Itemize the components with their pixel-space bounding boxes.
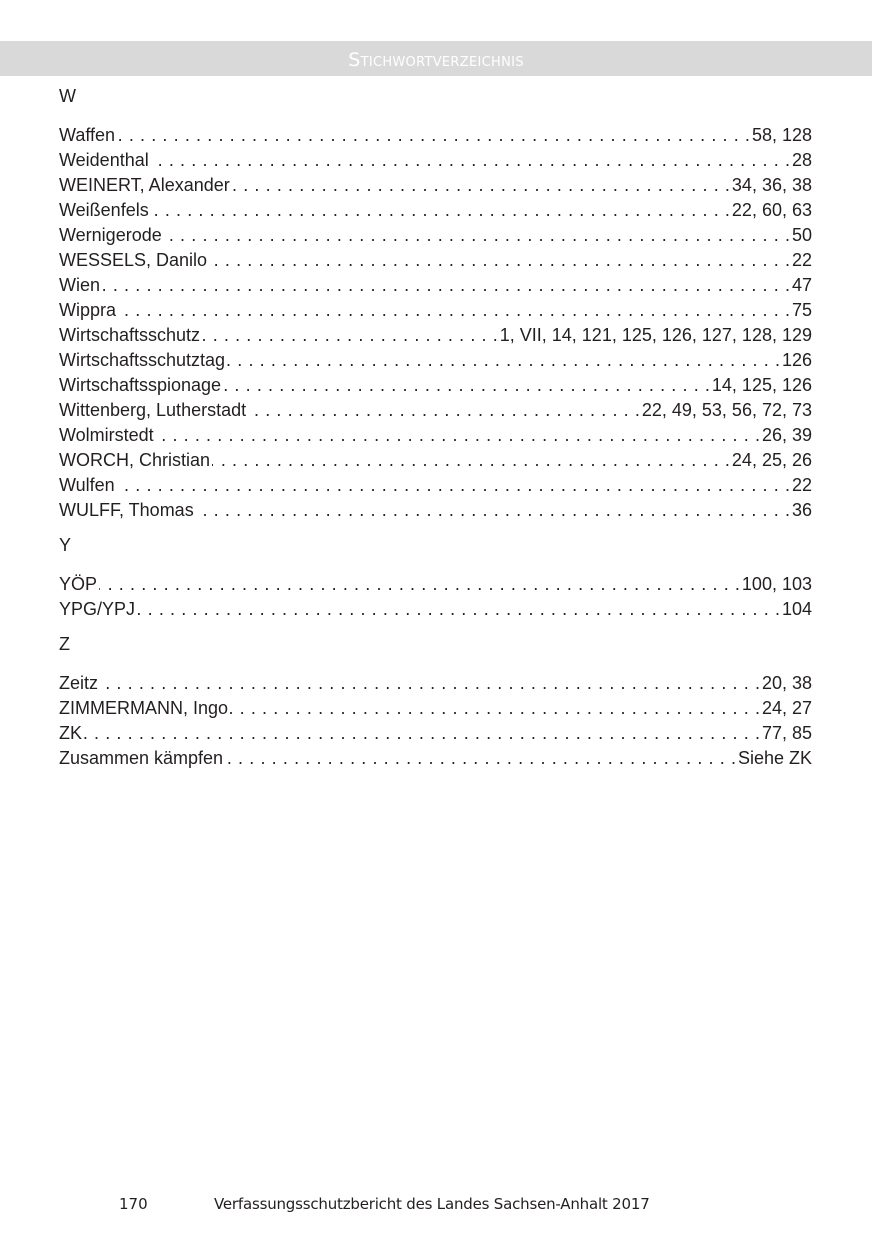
dot-leader [227, 348, 780, 373]
section-letter: Z [59, 634, 70, 654]
index-entry [59, 498, 812, 523]
entry-term: YPG/YPJ [59, 599, 136, 619]
entry-term: Wirtschaftsschutztag [59, 350, 226, 370]
index-entry [59, 173, 812, 198]
entry-pages: Siehe ZK [737, 748, 812, 768]
dot-leader [117, 473, 790, 498]
entry-pages: 47 [791, 275, 812, 295]
entry-term: Weidenthal [59, 150, 149, 170]
index-entry [59, 348, 812, 373]
entry-pages: 50 [791, 225, 812, 245]
header-band [0, 41, 872, 76]
entry-term: Wittenberg, Lutherstadt [59, 400, 247, 420]
index-entry [59, 448, 812, 473]
dot-leader [232, 173, 730, 198]
entry-term: Waffen [59, 125, 116, 145]
dot-leader [209, 248, 790, 273]
entry-pages: 24, 27 [761, 698, 812, 718]
index-entry [59, 423, 812, 448]
dot-leader [118, 298, 790, 323]
index-list [59, 84, 812, 781]
dot-leader [100, 671, 760, 696]
dot-leader [202, 323, 498, 348]
entry-pages: 22, 60, 63 [731, 200, 812, 220]
index-entry [59, 696, 812, 721]
entry-term: Zeitz [59, 673, 99, 693]
index-entry [59, 148, 812, 173]
entry-pages: 24, 25, 26 [731, 450, 812, 470]
index-entry [59, 273, 812, 298]
index-entry [59, 198, 812, 223]
entry-term: WULFF, Thomas [59, 500, 194, 520]
index-entry [59, 248, 812, 273]
entry-term: Wulfen [59, 475, 115, 495]
entry-term: Wernigerode [59, 225, 162, 245]
index-entry [59, 721, 812, 746]
entry-pages: 100, 103 [741, 574, 812, 594]
dot-leader [99, 572, 740, 597]
entry-pages: 20, 38 [761, 673, 812, 693]
dot-leader [212, 448, 730, 473]
index-entry [59, 298, 812, 323]
entry-term: WORCH, Christian [59, 450, 211, 470]
entry-term: Wirtschaftsschutz [59, 325, 201, 345]
dot-leader [137, 597, 780, 622]
dot-leader [196, 498, 790, 523]
index-entry [59, 123, 812, 148]
dot-leader [225, 746, 736, 771]
entry-pages: 34, 36, 38 [731, 175, 812, 195]
entry-pages: 126 [781, 350, 812, 370]
entry-pages: 26, 39 [761, 425, 812, 445]
entry-term: ZK [59, 723, 83, 743]
index-entry [59, 323, 812, 348]
page-number: 170 [119, 1195, 148, 1213]
index-entry [59, 223, 812, 248]
entry-pages: 22 [791, 475, 812, 495]
entry-pages: 58, 128 [751, 125, 812, 145]
index-entry [59, 373, 812, 398]
dot-leader [151, 148, 790, 173]
entry-pages: 104 [781, 599, 812, 619]
page-title: Stichwortverzeichnis [348, 48, 524, 71]
index-entry [59, 597, 812, 622]
dot-leader [156, 423, 760, 448]
entry-term: Zusammen kämpfen [59, 748, 224, 768]
section-letter: Y [59, 535, 72, 555]
entry-term: Wippra [59, 300, 117, 320]
index-entry [59, 572, 812, 597]
footer-title: Verfassungsschutzbericht des Landes Sachsen-Anhalt 2017 [214, 1195, 650, 1213]
dot-leader [102, 273, 790, 298]
entry-term: WESSELS, Danilo [59, 250, 208, 270]
entry-term: YÖP [59, 574, 98, 594]
entry-term: WEINERT, Alexander [59, 175, 230, 195]
dot-leader [84, 721, 760, 746]
index-entry [59, 671, 812, 696]
entry-pages: 14, 125, 126 [711, 375, 812, 395]
dot-leader [117, 123, 750, 148]
entry-pages: 1, VII, 14, 121, 125, 126, 127, 128, 129 [499, 325, 812, 345]
entry-pages: 22, 49, 53, 56, 72, 73 [641, 400, 812, 420]
index-entry [59, 746, 812, 771]
index-section-y [59, 533, 812, 622]
dot-leader [223, 373, 710, 398]
entry-pages: 28 [791, 150, 812, 170]
index-section-w [59, 84, 812, 523]
entry-pages: 77, 85 [761, 723, 812, 743]
entry-term: Wien [59, 275, 101, 295]
entry-pages: 75 [791, 300, 812, 320]
entry-pages: 36 [791, 500, 812, 520]
index-entry [59, 398, 812, 423]
index-entry [59, 473, 812, 498]
entry-term: ZIMMERMANN, Ingo [59, 698, 229, 718]
dot-leader [151, 198, 730, 223]
dot-leader [230, 696, 760, 721]
index-section-z [59, 632, 812, 771]
entry-term: Wolmirstedt [59, 425, 154, 445]
entry-pages: 22 [791, 250, 812, 270]
entry-term: Wirtschaftsspionage [59, 375, 222, 395]
dot-leader [248, 398, 640, 423]
section-letter: W [59, 86, 76, 106]
dot-leader [164, 223, 790, 248]
entry-term: Weißenfels [59, 200, 149, 220]
